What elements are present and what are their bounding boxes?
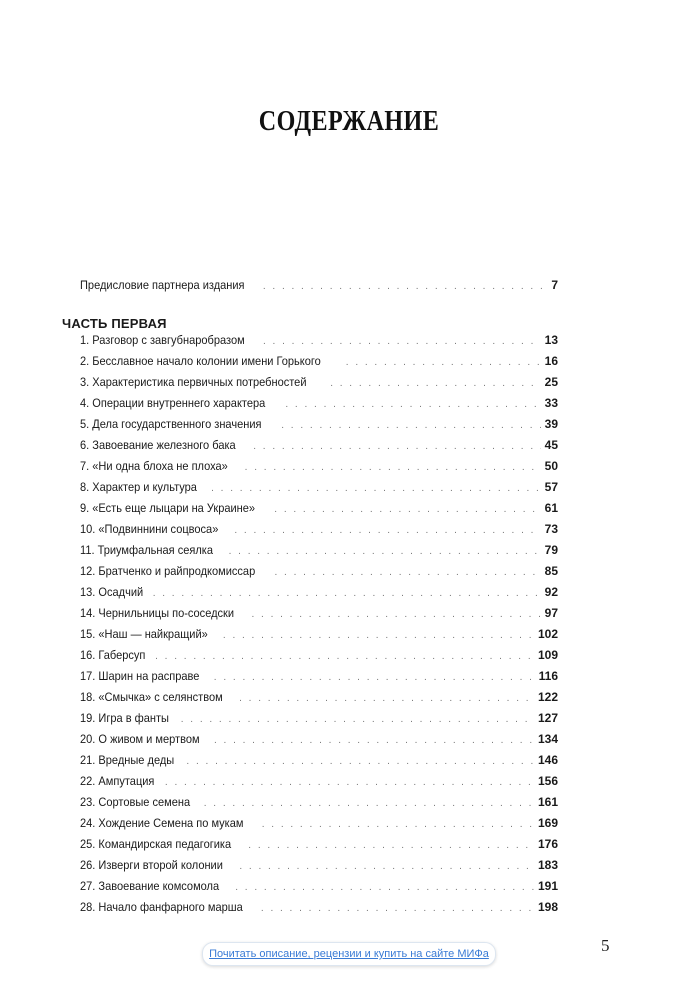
- dot-leader: [235, 882, 534, 893]
- buy-link[interactable]: Почитать описание, рецензии и купить на сайте МИФа: [202, 942, 496, 966]
- dot-leader: [285, 399, 540, 410]
- toc-entry: [80, 417, 558, 438]
- dot-leader: [261, 903, 534, 914]
- toc-entry: [80, 648, 558, 669]
- dot-leader: [263, 336, 541, 347]
- dot-leader: [214, 735, 534, 746]
- dot-leader: [214, 672, 535, 683]
- dot-leader: [263, 281, 547, 292]
- dot-leader: [155, 651, 534, 662]
- toc-entry-label: 10. «Подвиннини соцвоса»: [80, 522, 219, 536]
- toc-entry-page: 7: [551, 278, 558, 292]
- toc-entry: [80, 480, 558, 501]
- dot-leader: [229, 546, 541, 557]
- toc-entry-label: 24. Хождение Семена по мукам: [80, 816, 244, 830]
- toc-entry-label: 12. Братченко и райпродкомиссар: [80, 564, 256, 578]
- toc-entry-label: 14. Чернильницы по-соседски: [80, 606, 235, 620]
- dot-leader: [165, 777, 534, 788]
- toc-entry: [80, 900, 558, 921]
- toc-entry: [80, 375, 558, 396]
- toc-entry: [80, 564, 558, 585]
- toc-entry: [80, 354, 558, 375]
- dot-leader: [211, 483, 541, 494]
- dot-leader: [274, 504, 540, 515]
- toc-entry-label: 9. «Есть еще лыцари на Украине»: [80, 501, 256, 515]
- toc-entry-page: 73: [544, 522, 558, 536]
- toc-entry: [80, 795, 558, 816]
- toc-entry: [80, 543, 558, 564]
- toc-entry-page: 134: [537, 732, 558, 746]
- toc-entry-page: 79: [544, 543, 558, 557]
- toc-entry-label: 17. Шарин на расправе: [80, 669, 200, 683]
- toc-entry-page: 102: [537, 627, 558, 641]
- toc-entry-page: 13: [544, 333, 558, 347]
- toc-entry: [80, 669, 558, 690]
- toc-entry-page: 127: [537, 711, 558, 725]
- toc-entry-label: 15. «Наш — найкращий»: [80, 627, 208, 641]
- part-heading: ЧАСТЬ ПЕРВАЯ: [62, 316, 167, 331]
- toc-entry-label: 22. Ампутация: [80, 774, 155, 788]
- toc-entry-page: 39: [544, 417, 558, 431]
- toc-entry-label: 1. Разговор с завгубнаробразом: [80, 333, 245, 347]
- toc-entry-label: 18. «Смычка» с селянством: [80, 690, 223, 704]
- dot-leader: [186, 756, 534, 767]
- dot-leader: [239, 693, 534, 704]
- toc-entry-page: 191: [537, 879, 558, 893]
- toc-entry: [80, 396, 558, 417]
- toc-entry-page: 198: [537, 900, 558, 914]
- page-title: СОДЕРЖАНИЕ: [258, 106, 440, 137]
- toc-entry-label: 13. Осадчий: [80, 585, 144, 599]
- toc-entry-page: 61: [544, 501, 558, 515]
- toc-entry-page: 169: [537, 816, 558, 830]
- toc-entry-page: 33: [544, 396, 558, 410]
- dot-leader: [262, 819, 534, 830]
- toc-entry-list: [80, 333, 558, 921]
- toc-entry-page: 57: [544, 480, 558, 494]
- toc-entry: [80, 501, 558, 522]
- dot-leader: [248, 840, 534, 851]
- toc-entry: [80, 627, 558, 648]
- dot-leader: [274, 567, 540, 578]
- dot-leader: [204, 798, 534, 809]
- toc-entry: [80, 837, 558, 858]
- toc-entry-label: 26. Изверги второй колонии: [80, 858, 223, 872]
- toc-entry-page: 85: [544, 564, 558, 578]
- toc-entry-label: 6. Завоевание железного бака: [80, 438, 236, 452]
- toc-entry-label: 19. Игра в фанты: [80, 711, 169, 725]
- toc-entry-page: 161: [537, 795, 558, 809]
- toc-entry-label: 7. «Ни одна блоха не плоха»: [80, 459, 228, 473]
- toc-entry-page: 97: [544, 606, 558, 620]
- toc-entry: [80, 858, 558, 879]
- toc-entry: [80, 732, 558, 753]
- toc-entry-label: 11. Триумфальная сеялка: [80, 543, 214, 557]
- toc-entry-label: 16. Габерсуп: [80, 648, 146, 662]
- toc-entry-page: 116: [538, 669, 558, 683]
- toc-entry-label: 23. Сортовые семена: [80, 795, 191, 809]
- toc-entry: [80, 774, 558, 795]
- toc-entry-page: 156: [537, 774, 558, 788]
- dot-leader: [245, 462, 541, 473]
- toc-entry: [80, 438, 558, 459]
- toc-entry-label: 5. Дела государственного значения: [80, 417, 262, 431]
- toc-entry-label: 21. Вредные деды: [80, 753, 175, 767]
- dot-leader: [181, 714, 534, 725]
- dot-leader: [239, 861, 534, 872]
- toc-entry: [80, 522, 558, 543]
- toc-entry: [80, 711, 558, 732]
- toc-preface-entry: [80, 278, 558, 299]
- dot-leader: [281, 420, 540, 431]
- toc-entry: [80, 816, 558, 837]
- toc-entry-label: 25. Командирская педагогика: [80, 837, 232, 851]
- toc-entry: [80, 879, 558, 900]
- toc-entry-page: 45: [544, 438, 558, 452]
- dot-leader: [234, 525, 540, 536]
- toc-entry-label: 20. О живом и мертвом: [80, 732, 200, 746]
- toc-entry: [80, 753, 558, 774]
- dot-leader: [330, 378, 540, 389]
- toc-entry-page: 92: [544, 585, 558, 599]
- toc-entry-label: 3. Характеристика первичных потребностей: [80, 375, 307, 389]
- toc-entry-page: 176: [537, 837, 558, 851]
- toc-entry-label: 2. Бесславное начало колонии имени Горького: [80, 354, 321, 368]
- toc-entry-page: 50: [544, 459, 558, 473]
- dot-leader: [251, 609, 540, 620]
- dot-leader: [223, 630, 534, 641]
- toc-entry-page: 25: [544, 375, 558, 389]
- dot-leader: [253, 441, 540, 452]
- toc-entry: [80, 585, 558, 606]
- toc-entry-page: 183: [537, 858, 558, 872]
- dot-leader: [153, 588, 541, 599]
- toc-entry-page: 122: [537, 690, 558, 704]
- toc-entry-page: 16: [544, 354, 558, 368]
- toc-entry: [80, 333, 558, 354]
- toc-entry-label: 4. Операции внутреннего характера: [80, 396, 266, 410]
- toc-entry-label: 28. Начало фанфарного марша: [80, 900, 243, 914]
- toc-entry-label: 27. Завоевание комсомола: [80, 879, 220, 893]
- toc-entry-label: 8. Характер и культура: [80, 480, 197, 494]
- toc-entry: [80, 606, 558, 627]
- toc-entry-label: Предисловие партнера издания: [80, 278, 245, 292]
- toc-entry: [80, 690, 558, 711]
- toc-entry: [80, 459, 558, 480]
- toc-entry-page: 146: [537, 753, 558, 767]
- page-number: 5: [601, 936, 610, 955]
- toc-entry-page: 109: [537, 648, 558, 662]
- table-of-contents: [62, 278, 558, 921]
- dot-leader: [346, 357, 541, 368]
